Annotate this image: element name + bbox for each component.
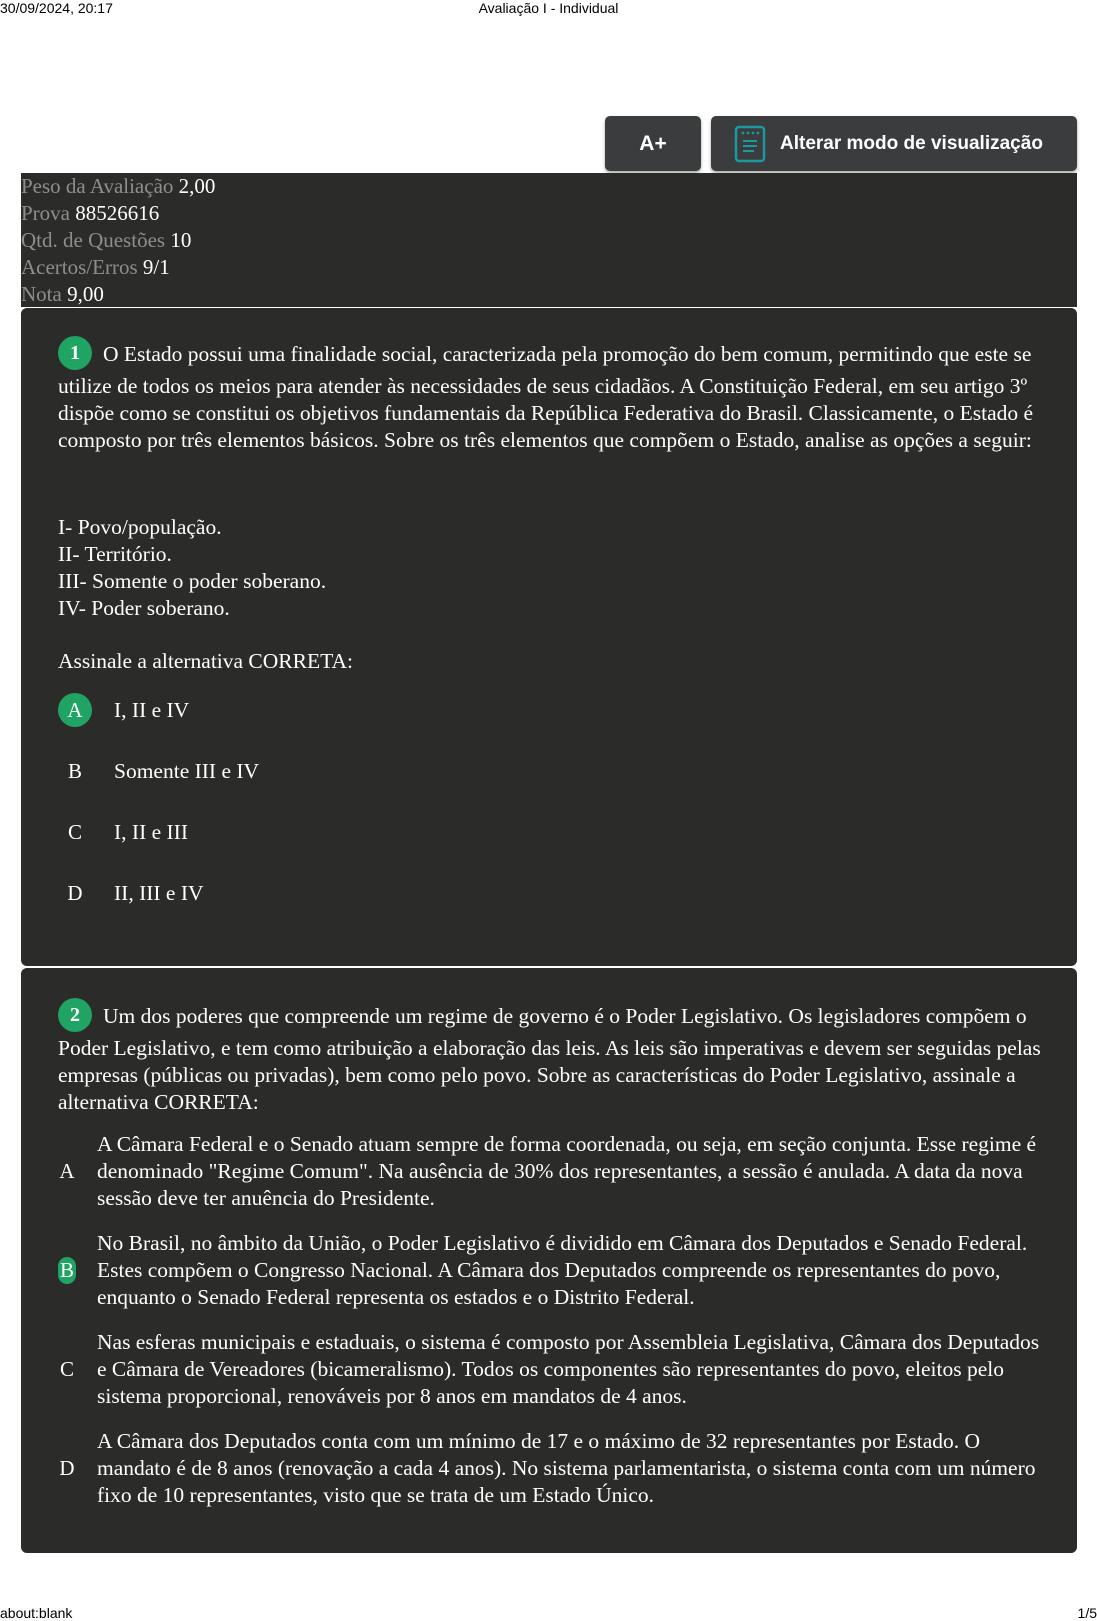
question-prompt bbox=[58, 648, 1045, 675]
print-url: about:blank bbox=[0, 1605, 73, 1621]
option-text: Nas esferas municipais e estaduais, o sistema é composto por Assembleia Legislativa, Câmara dos Deputados e Câmara de Vereadores (bicameralismo). Todos os componentes são representantes do povo, eleitos pelo sistema proporcional, renováveis por 8 anos em mandatos de 4 anos. bbox=[97, 1330, 1040, 1408]
info-grade bbox=[21, 281, 1077, 308]
info-weight bbox=[21, 173, 1077, 200]
option-c[interactable] bbox=[58, 815, 1045, 849]
option-text: I, II e III bbox=[114, 819, 189, 844]
question-stem bbox=[58, 1001, 1045, 1116]
question-item: III- Somente o poder soberano. bbox=[58, 569, 327, 593]
option-letter: D bbox=[67, 881, 83, 905]
exam-label: Prova bbox=[21, 201, 70, 225]
option-letter: A bbox=[58, 693, 92, 727]
option-letter: B bbox=[59, 1258, 74, 1282]
option-a[interactable] bbox=[58, 1131, 1045, 1212]
info-exam bbox=[21, 200, 1077, 227]
question-card-2 bbox=[21, 968, 1077, 1553]
print-date: 30/09/2024, 20:17 bbox=[0, 0, 113, 16]
option-d[interactable] bbox=[58, 1428, 1045, 1509]
option-b[interactable] bbox=[58, 1230, 1045, 1311]
toolbar bbox=[605, 116, 1077, 171]
print-page-number: 1/5 bbox=[1077, 1605, 1097, 1621]
option-text: No Brasil, no âmbito da União, o Poder Legislativo é dividido em Câmara dos Deputados e Senado Federal. Estes compõem o Congresso Nacional. A Câmara dos Deputados compreende os representantes do povo, enquanto o Senado Federal representa os estados e o Distrito Federal. bbox=[97, 1231, 1028, 1309]
question-text: O Estado possui uma finalidade social, caracterizada pela promoção do bem comum, permitindo que este se utilize de todos os meios para atender às necessidades de seus cidadãos. A Constituição Federal, em seu artigo 3º dispõe como se constitui os objetivos fundamentais da República Federativa do Brasil. Classicamente, o Estado é composto por três elementos básicos. Sobre os três elementos que compõem o Estado, analise as opções a seguir: bbox=[58, 341, 1034, 452]
font-size-button[interactable]: A+ bbox=[605, 116, 701, 171]
weight-value: 2,00 bbox=[178, 174, 216, 198]
option-text: A Câmara dos Deputados conta com um mínimo de 17 e o máximo de 32 representantes por Estado. O mandato é de 8 anos (renovação a cada 4 anos). No sistema parlamentarista, o sistema conta com um número fixo de 10 representantes, visto que se trata de um Estado Único. bbox=[97, 1429, 1036, 1507]
document-view-icon bbox=[734, 125, 766, 163]
info-question-count bbox=[21, 227, 1077, 254]
option-b[interactable] bbox=[58, 754, 1045, 788]
exam-info bbox=[21, 173, 1077, 307]
question-item: I- Povo/população. bbox=[58, 515, 222, 539]
option-letter: C bbox=[59, 1357, 74, 1381]
exam-value: 88526616 bbox=[75, 201, 160, 225]
question-text: Um dos poderes que compreende um regime de governo é o Poder Legislativo. Os legisladores compõem o Poder Legislativo, e tem como atribuição a elaboração das leis. As leis são imperativas e devem ser seguidas pelas empresas (públicas ou privadas), bem como pelo povo. Sobre as características do Poder Legislativo, assinale a alternativa CORRETA: bbox=[58, 1003, 1041, 1114]
weight-label: Peso da Avaliação bbox=[21, 174, 174, 198]
option-letter: B bbox=[67, 759, 82, 783]
change-view-mode-label: Alterar modo de visualização bbox=[780, 132, 1043, 154]
option-text: Somente III e IV bbox=[114, 758, 260, 783]
option-c[interactable] bbox=[58, 1329, 1045, 1410]
option-text: A Câmara Federal e o Senado atuam sempre de forma coordenada, ou seja, em seção conjunta. Esse regime é denominado "Regime Comum". Na ausência de 30% dos representantes, a sessão é anulada. A data da nova sessão deve ter anuência do Presidente. bbox=[97, 1132, 1037, 1210]
info-score-ratio bbox=[21, 254, 1077, 281]
print-header bbox=[0, 0, 1097, 18]
option-text: II, III e IV bbox=[114, 880, 204, 905]
question-item: IV- Poder soberano. bbox=[58, 596, 230, 620]
option-text: I, II e IV bbox=[114, 697, 190, 722]
option-letter: C bbox=[67, 820, 82, 844]
grade-value: 9,00 bbox=[67, 282, 104, 306]
option-d[interactable] bbox=[58, 876, 1045, 910]
question-stem bbox=[58, 339, 1045, 454]
option-letter: A bbox=[59, 1159, 75, 1183]
score-ratio-label: Acertos/Erros bbox=[21, 255, 138, 279]
question-prompt-text: Assinale a alternativa CORRETA: bbox=[58, 649, 354, 673]
question-card-1 bbox=[21, 308, 1077, 966]
score-ratio-value: 9/1 bbox=[142, 255, 170, 279]
question-number-badge: 1 bbox=[58, 336, 92, 370]
question-items bbox=[58, 514, 1045, 622]
change-view-mode-button[interactable] bbox=[711, 116, 1077, 171]
question-item: II- Território. bbox=[58, 542, 172, 566]
print-footer bbox=[0, 1603, 1097, 1621]
print-title: Avaliação I - Individual bbox=[478, 0, 619, 16]
question-count-label: Qtd. de Questões bbox=[21, 228, 166, 252]
option-a[interactable] bbox=[58, 693, 1045, 727]
question-number-badge: 2 bbox=[58, 998, 92, 1032]
option-letter: D bbox=[59, 1456, 75, 1480]
grade-label: Nota bbox=[21, 282, 62, 306]
question-count-value: 10 bbox=[170, 228, 192, 252]
